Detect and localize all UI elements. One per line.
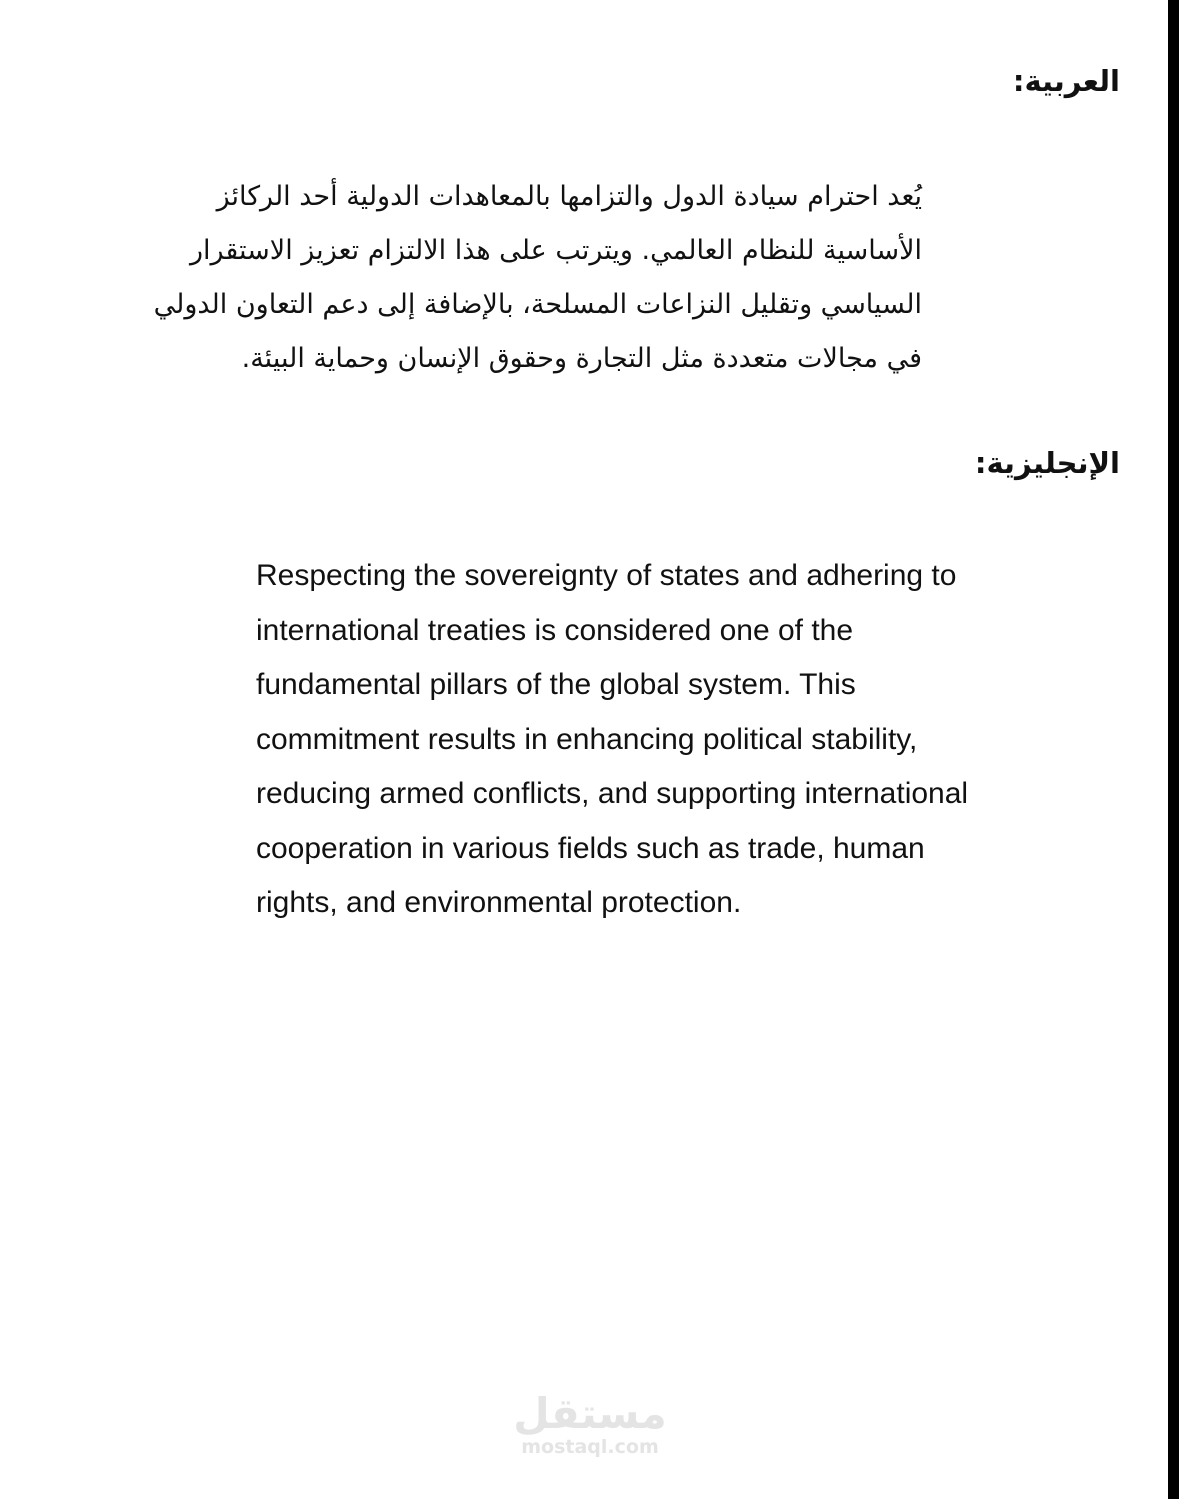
arabic-heading: العربية: xyxy=(1012,64,1120,98)
arabic-line: في مجالات متعددة مثل التجارة وحقوق الإنسان وحماية البيئة. xyxy=(241,343,922,374)
watermark-logo: مستقل xyxy=(513,1389,667,1438)
arabic-line: السياسي وتقليل النزاعات المسلحة، بالإضافة إلى دعم التعاون الدولي xyxy=(153,289,922,320)
right-edge-border xyxy=(1168,0,1179,1499)
english-line: commitment results in enhancing political stability, xyxy=(256,722,918,756)
arabic-line: الأساسية للنظام العالمي. ويترتب على هذا الالتزام تعزيز الاستقرار xyxy=(189,235,922,266)
english-line: international treaties is considered one of the xyxy=(256,613,854,647)
arabic-paragraph xyxy=(42,170,922,386)
english-line: rights, and environmental protection. xyxy=(256,886,742,919)
english-heading: الإنجليزية: xyxy=(974,446,1120,480)
english-line: cooperation in various fields such as trade, human xyxy=(256,831,925,865)
english-line: fundamental pillars of the global system. This xyxy=(256,668,856,701)
mostaql-watermark xyxy=(440,1389,740,1458)
watermark-url: mostaql.com xyxy=(521,1436,659,1458)
english-line: Respecting the sovereignty of states and adhering to xyxy=(256,559,957,592)
arabic-line: يُعد احترام سيادة الدول والتزامها بالمعاهدات الدولية أحد الركائز xyxy=(216,181,922,212)
english-paragraph xyxy=(256,549,1156,931)
english-line: reducing armed conflicts, and supporting international xyxy=(256,777,969,810)
